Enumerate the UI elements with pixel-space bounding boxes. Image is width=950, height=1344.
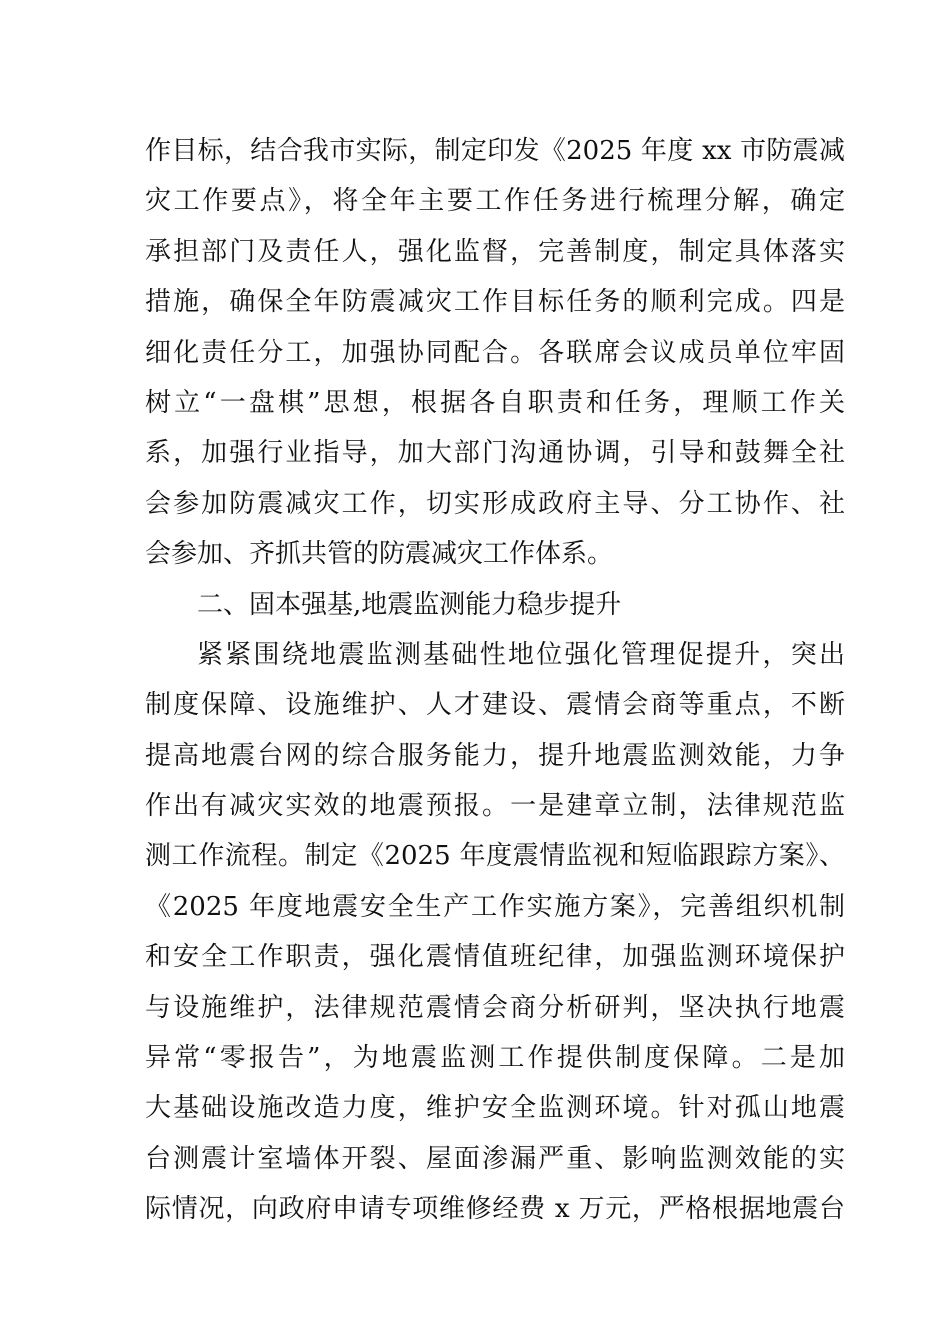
- text-line: 承担部门及责任人，强化监督，完善制度，制定具体落实: [145, 236, 845, 267]
- text-line: 措施，确保全年防震减灾工作目标任务的顺利完成。四是: [145, 287, 845, 318]
- body-text: [145, 126, 845, 1235]
- section-heading: 二、固本强基,地震监测能力稳步提升: [197, 589, 622, 620]
- text-line: 制度保障、设施维护、人才建设、震情会商等重点，不断: [145, 690, 845, 721]
- text-line: 会参加、齐抓共管的防震减灾工作体系。: [145, 539, 614, 570]
- text-line: 细化责任分工，加强协同配合。各联席会议成员单位牢固: [145, 337, 845, 368]
- text-line: 灾工作要点》，将全年主要工作任务进行梳理分解，确定: [145, 186, 845, 217]
- text-line: 际情况，向政府申请专项维修经费 x 万元，严格根据地震台: [145, 1194, 845, 1225]
- text-line: 作目标，结合我市实际，制定印发《2025 年度 xx 市防震减: [145, 136, 845, 166]
- text-line: 提高地震台网的综合服务能力，提升地震监测效能，力争: [145, 740, 845, 771]
- text-line: 和安全工作职责，强化震情值班纪律，加强监测环境保护: [145, 942, 845, 973]
- text-line: 树立“一盘棋”思想，根据各自职责和任务，理顺工作关: [145, 387, 845, 418]
- text-line: 《2025 年度地震安全生产工作实施方案》，完善组织机制: [145, 891, 845, 922]
- text-line: 紧紧围绕地震监测基础性地位强化管理促提升，突出: [197, 639, 845, 670]
- text-line: 台测震计室墙体开裂、屋面渗漏严重、影响监测效能的实: [145, 1143, 845, 1174]
- text-line: 测工作流程。制定《2025 年度震情监视和短临跟踪方案》、: [145, 841, 845, 872]
- text-line: 大基础设施改造力度，维护安全监测环境。针对孤山地震: [145, 1093, 845, 1124]
- text-line: 异常“零报告”，为地震监测工作提供制度保障。二是加: [145, 1043, 845, 1074]
- text-line: 与设施维护，法律规范震情会商分析研判，坚决执行地震: [145, 992, 845, 1023]
- text-line: 作出有减灾实效的地震预报。一是建章立制，法律规范监: [145, 791, 845, 822]
- text-line: 系，加强行业指导，加大部门沟通协调，引导和鼓舞全社: [145, 438, 845, 469]
- text-line: 会参加防震减灾工作，切实形成政府主导、分工协作、社: [145, 488, 845, 519]
